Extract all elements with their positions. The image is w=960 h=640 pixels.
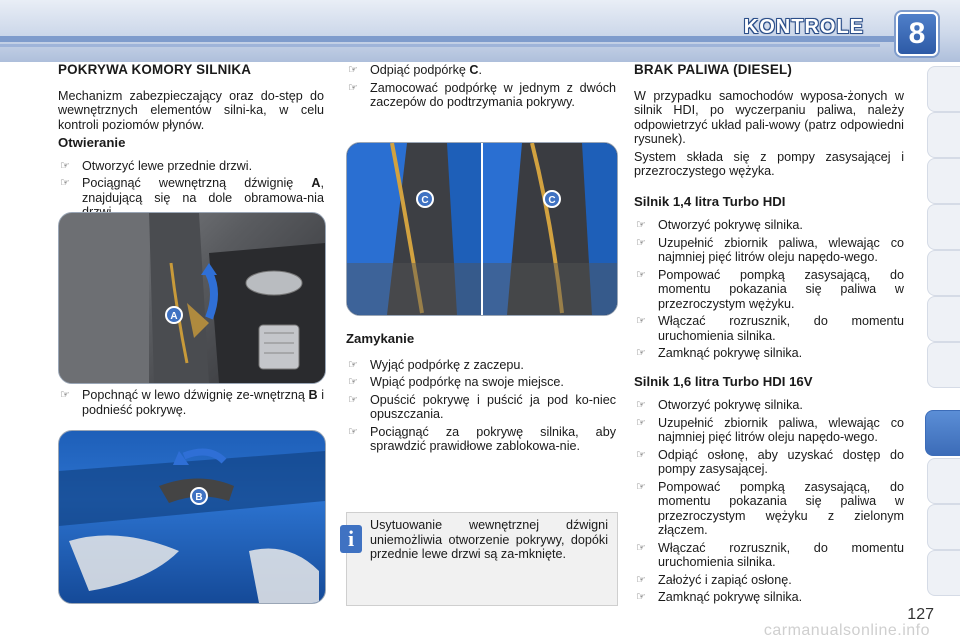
list-item: ☞ Pociągnąć za pokrywę silnika, aby sprawdzić prawidłowe zablokowa-nie. (348, 424, 616, 453)
list-item: ☞ Odpiąć podpórkę C. (348, 63, 483, 77)
middle-column-lower (346, 332, 616, 457)
photo-interior-lever (58, 212, 326, 384)
list-item: ☞ Zamknąć pokrywę silnika. (636, 590, 803, 604)
interior-illustration (59, 213, 325, 383)
header-stripe-thin (0, 44, 880, 47)
chapter-title: KONTROLE (743, 16, 864, 38)
list-item: ☞ Pompować pompką zasysającą, do momentu pokazania się paliwa w przezroczystym wężyku z zielonym złączem. (636, 479, 904, 537)
chapter-tab[interactable] (927, 342, 960, 388)
engine-14-steps (634, 218, 904, 361)
intro-paragraph: Mechanizm zabezpieczający oraz do-stęp do wewnętrznych elementów silni-ka, w celu kontroli poziomów płynów. (58, 88, 324, 132)
pointing-hand-icon: ☞ (636, 236, 646, 249)
pointing-hand-icon: ☞ (60, 159, 70, 172)
subsection-title-16: Silnik 1,6 litra Turbo HDI 16V (634, 373, 813, 389)
info-text: Usytuowanie wewnętrznej dźwigni uniemożliwia otworzenie pokrywy, dopóki przednie lewe drzwi są za-mknięte. (370, 518, 608, 561)
list-item: ☞ Otworzyć pokrywę silnika. (636, 218, 803, 232)
list-item: ☞ Opuścić pokrywę i puścić ja pod ko-niec opuszczania. (348, 392, 616, 421)
callout-a: A (170, 311, 178, 322)
pointing-hand-icon: ☞ (636, 315, 646, 327)
subsection-title-closing: Zamykanie (346, 331, 415, 346)
callout-c-right: C (548, 195, 556, 206)
support-steps (346, 63, 616, 110)
section-title: POKRYWA KOMORY SILNIKA (58, 62, 252, 77)
list-item: ☞ Wpiąć podpórkę na swoje miejsce. (348, 375, 564, 389)
photo-hood-support (346, 142, 618, 316)
list-item: ☞ Uzupełnić zbiornik paliwa, wlewając co najmniej pięć litrów oleju napędo-wego. (636, 235, 904, 264)
chapter-tab-active[interactable] (925, 410, 960, 456)
pointing-hand-icon: ☞ (636, 268, 646, 281)
chapter-tab[interactable] (927, 66, 960, 112)
list-item: ☞ Pompować pompką zasysającą, do momentu pokazania się paliwa w przezroczystym wężyku. (636, 267, 904, 311)
right-column (634, 63, 904, 608)
section-title-diesel: BRAK PALIWA (DIESEL) (634, 62, 792, 77)
left-column (58, 63, 324, 223)
chapter-tab[interactable] (927, 158, 960, 204)
pointing-hand-icon: ☞ (636, 573, 646, 586)
diesel-intro-2: System składa się z pompy zasysającej i przezroczystego wężyka. (634, 149, 904, 178)
page-number: 127 (907, 606, 934, 623)
chapter-number-badge: 8 (896, 12, 938, 56)
middle-column (346, 63, 616, 113)
pointing-hand-icon: ☞ (636, 541, 646, 554)
pointing-hand-icon: ☞ (636, 591, 646, 603)
pointing-hand-icon: ☞ (348, 64, 358, 76)
pointing-hand-icon: ☞ (636, 399, 646, 411)
list-item: ☞ Uzupełnić zbiornik paliwa, wlewając co najmniej pięć litrów oleju napędo-wego. (636, 415, 904, 444)
support-illustration (347, 143, 617, 315)
list-item: ☞ Włączać rozrusznik, do momentu uruchomienia silnika. (636, 314, 904, 343)
pointing-hand-icon: ☞ (636, 416, 646, 429)
watermark: carmanualsonline.info (763, 622, 930, 639)
closing-steps (346, 358, 616, 454)
pointing-hand-icon: ☞ (636, 448, 646, 461)
subsection-title-14: Silnik 1,4 litra Turbo HDI (634, 193, 786, 209)
list-item: ☞ Założyć i zapiąć osłonę. (636, 572, 792, 587)
list-item: ☞ Otworzyć lewe przednie drzwi. (60, 158, 253, 173)
chapter-tab[interactable] (927, 458, 960, 504)
pointing-hand-icon: ☞ (636, 219, 646, 231)
pointing-hand-icon: ☞ (636, 480, 646, 493)
opening-steps-cont (58, 388, 324, 417)
list-item: ☞ Włączać rozrusznik, do momentu uruchomienia silnika. (636, 540, 904, 569)
callout-b: B (195, 492, 203, 503)
hood-illustration (59, 431, 325, 603)
pointing-hand-icon: ☞ (636, 347, 646, 359)
chapter-tab[interactable] (927, 112, 960, 158)
list-item: ☞ Zamknąć pokrywę silnika. (636, 346, 803, 360)
pointing-hand-icon: ☞ (60, 389, 70, 401)
list-item: ☞ Pociągnąć wewnętrzną dźwignię A, znajdującą się na dole obramowa-nia (60, 176, 324, 205)
pointing-hand-icon: ☞ (348, 425, 358, 438)
engine-16-steps (634, 398, 904, 605)
list-item: ☞ Wyjąć podpórkę z zaczepu. (348, 357, 524, 372)
pointing-hand-icon: ☞ (60, 177, 70, 189)
callout-c-left: C (421, 195, 429, 206)
left-column-lower (58, 388, 324, 420)
pointing-hand-icon: ☞ (348, 376, 358, 388)
chapter-tab[interactable] (927, 550, 960, 596)
chapter-tab[interactable] (927, 504, 960, 550)
subsection-title-opening: Otwieranie (58, 135, 126, 150)
chapter-tab[interactable] (927, 250, 960, 296)
chapter-tab[interactable] (927, 296, 960, 342)
diesel-intro-1: W przypadku samochodów wyposa-żonych w silnik HDI, po wyczerpaniu paliwa, należy odpowietrzyć układ pali-wowy (patrz odpowiedni rysunek). (634, 88, 904, 146)
opening-steps (58, 159, 324, 220)
photo-hood-lever (58, 430, 326, 604)
chapter-tab[interactable] (927, 204, 960, 250)
list-item: ☞ Zamocować podpórkę w jednym z dwóch zaczepów do podtrzymania pokrywy. (348, 80, 616, 109)
info-icon: i (340, 525, 362, 553)
pointing-hand-icon: ☞ (348, 358, 358, 371)
list-item: ☞ Popchnąć w lewo dźwignię ze-wnętrzną B i podnieść pokrywę. (60, 388, 325, 417)
pointing-hand-icon: ☞ (348, 81, 358, 94)
pointing-hand-icon: ☞ (348, 393, 358, 406)
list-item: ☞ Odpiąć osłonę, aby uzyskać dostęp do pompy zasysającej. (636, 447, 904, 476)
list-item: ☞ Otworzyć pokrywę silnika. (636, 398, 803, 412)
